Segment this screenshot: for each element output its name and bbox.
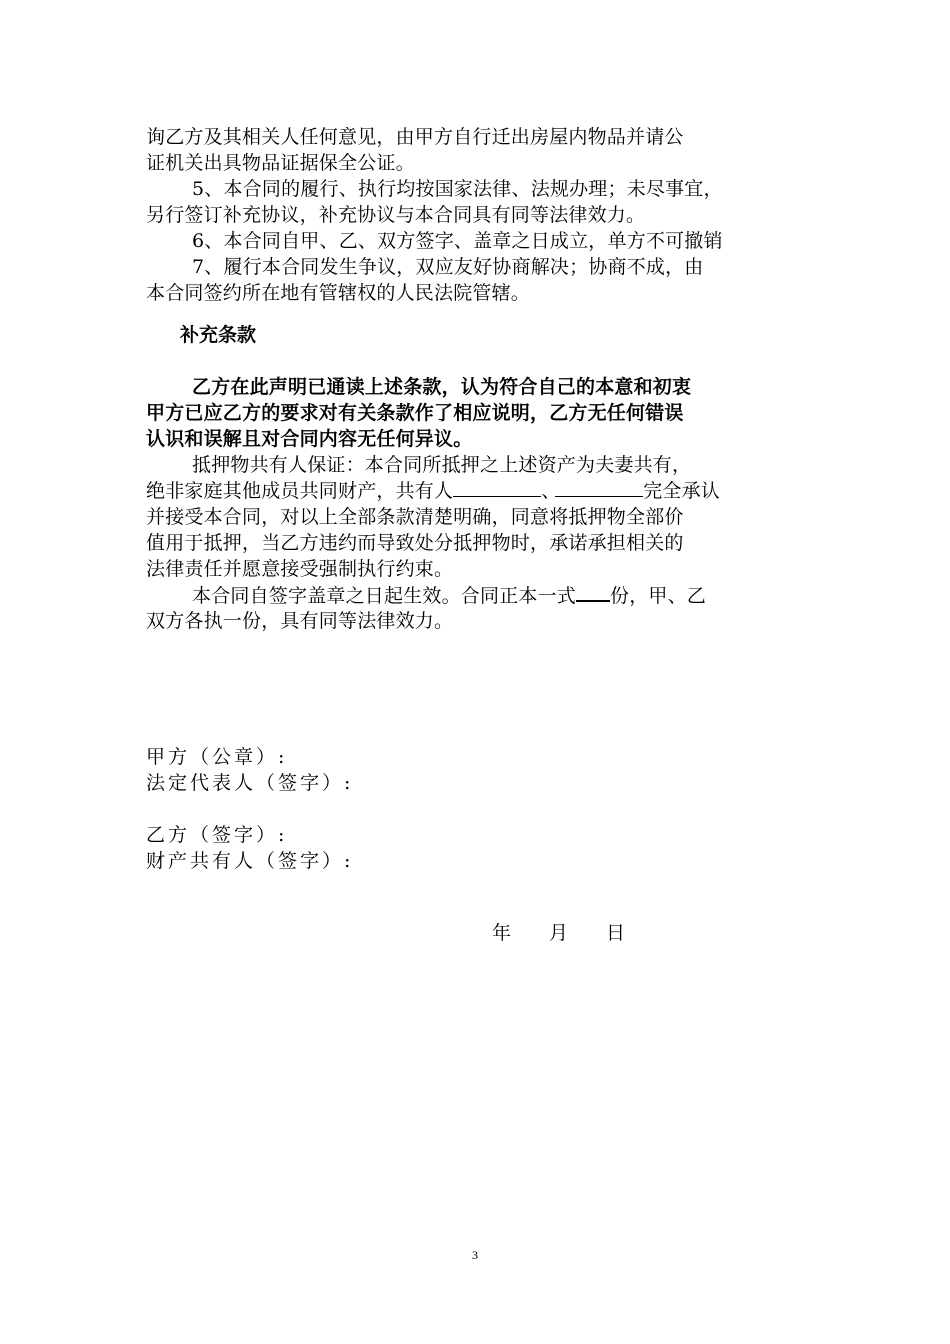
effect-line <box>192 582 806 609</box>
date-month: 月 <box>549 922 569 944</box>
legal-representative-signature: 法定代表人（签字）: <box>146 772 354 794</box>
clause-7: 7、履行本合同发生争议，双应友好协商解决；协商不成，由 <box>192 256 704 278</box>
separator: 、 <box>541 480 561 502</box>
clause-7-cont: 本合同签约所在地有管辖权的人民法院管辖。 <box>146 282 531 304</box>
guarantee-text: 绝非家庭其他成员共同财产，共有人 <box>146 480 454 502</box>
co-owner-signature: 财产共有人（签字）: <box>146 850 354 872</box>
declaration-line: 认识和误解且对合同内容无任何异议。 <box>146 428 473 450</box>
guarantee-line: 抵押物共有人保证：本合同所抵押之上述资产为夫妻共有， <box>192 454 692 476</box>
copies-blank <box>576 582 610 602</box>
effect-text: 本合同自签字盖章之日起生效。合同正本一式 <box>192 585 577 607</box>
page-number: 3 <box>472 1248 478 1262</box>
clause-5-cont: 另行签订补充协议，补充协议与本合同具有同等法律效力。 <box>146 204 646 226</box>
body-line: 询乙方及其相关人任何意见，由甲方自行迁出房屋内物品并请公 <box>146 126 684 148</box>
date-day: 日 <box>606 922 626 944</box>
guarantee-text: 完全承认 <box>643 480 721 502</box>
declaration-line: 甲方已应乙方的要求对有关条款作了相应说明，乙方无任何错误 <box>146 402 684 424</box>
co-owner-blank-1 <box>453 478 541 497</box>
effect-line: 双方各执一份，具有同等法律效力。 <box>146 610 454 632</box>
party-b-signature: 乙方（签字）: <box>146 824 288 846</box>
clause-6: 6、本合同自甲、乙、双方签字、盖章之日成立，单方不可撤销 <box>192 230 723 252</box>
body-line: 证机关出具物品证据保全公证。 <box>146 152 415 174</box>
signing-date <box>492 918 663 945</box>
clause-5: 5、本合同的履行、执行均按国家法律、法规办理；未尽事宜， <box>192 178 723 200</box>
declaration-line: 乙方在此声明已通读上述条款，认为符合自己的本意和初衷 <box>192 376 692 398</box>
guarantee-line: 法律责任并愿意接受强制执行约束。 <box>146 558 454 580</box>
effect-text: 份，甲、乙 <box>610 585 707 607</box>
party-a-seal: 甲方（公章）: <box>146 746 288 768</box>
guarantee-line <box>146 478 806 504</box>
guarantee-line: 并接受本合同，对以上全部条款清楚明确，同意将抵押物全部价 <box>146 506 684 528</box>
co-owner-blank-2 <box>555 478 643 497</box>
guarantee-line: 值用于抵押，当乙方违约而导致处分抵押物时，承诺承担相关的 <box>146 532 684 554</box>
supplement-heading: 补充条款 <box>180 324 257 346</box>
date-year: 年 <box>492 922 512 944</box>
